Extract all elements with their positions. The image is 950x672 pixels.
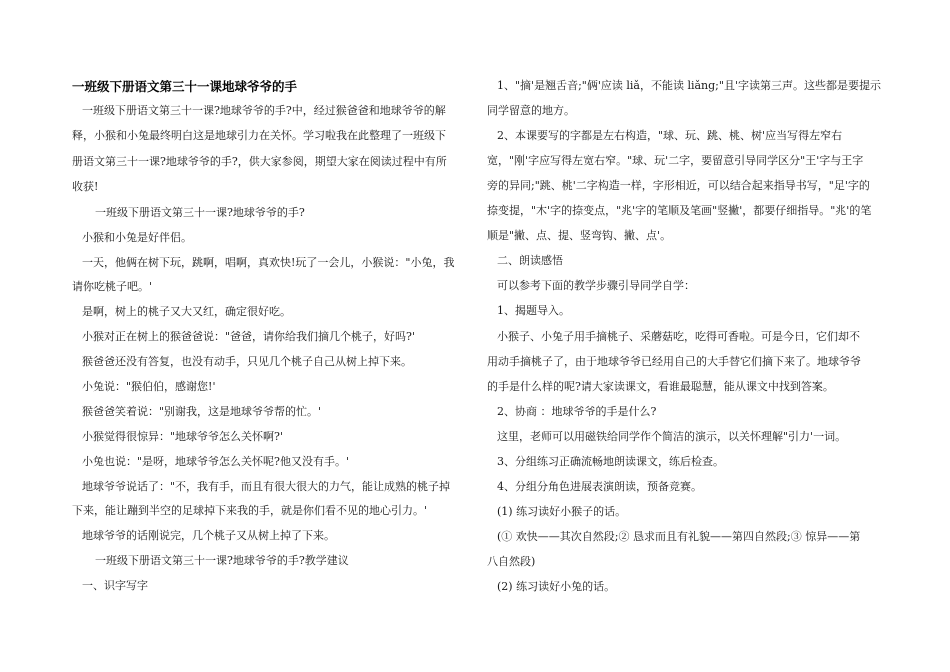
- right-line-11: 用动手摘桃子了，由于地球爷爷已经用自己的大手替它们摘下来了。地球爷爷: [487, 355, 861, 368]
- left-line-11: 小兔说："猴伯伯，感谢您!': [82, 380, 216, 393]
- left-line-9: 小猴对正在树上的猴爸爸说："爸爸，请你给我们摘几个桃子，好吗?': [82, 330, 415, 343]
- right-line-12: 的手是什么样的呢?请大家读课文，看谁最聪慧，能从课文中找到答案。: [487, 380, 834, 393]
- left-line-19: 一、识字写字: [82, 579, 148, 592]
- left-line-2: 册语文第三十一课?地球爷爷的手?，供大家参阅，期望大家在阅读过程中有所: [72, 155, 447, 168]
- left-line-15: 地球爷爷说话了："不，我有手，而且有很大很大的力气，能让成熟的桃子掉: [82, 480, 451, 493]
- right-line-20: (2) 练习读好小兔的话。: [497, 580, 616, 593]
- right-line-7: 二、朗读感悟: [497, 254, 563, 267]
- right-line-15: 3、分组练习正确流畅地朗读课文，练后检查。: [497, 455, 724, 468]
- right-line-1: 同学留意的地方。: [487, 104, 575, 117]
- right-line-6: 顺是"撇、点、提、竖弯钩、撇、点'。: [487, 229, 672, 242]
- right-line-10: 小猴子、小兔子用手摘桃子、采蘑菇吃，吃得可香啦。可是今日，它们却不: [497, 330, 860, 343]
- right-line-14: 这里，老师可以用磁铁给同学作个简洁的演示，以关怀理解"引力'一词。: [497, 430, 847, 443]
- left-line-3: 收获!: [72, 180, 99, 193]
- right-line-9: 1、揭题导入。: [497, 304, 570, 317]
- right-line-3: 宽，"刚'字应写得左宽右窄。"球、玩'二字，要留意引导同学区分"王'字与王字: [487, 154, 864, 167]
- left-line-4: 一班级下册语文第三十一课?地球爷爷的手?: [95, 206, 305, 219]
- left-line-16: 下来，能让蹦到半空的足球掉下来我的手，就是你们看不见的地心引力。': [72, 504, 428, 517]
- left-line-13: 小猴觉得很惊异："地球爷爷怎么关怀啊?': [82, 430, 283, 443]
- left-line-18: 一班级下册语文第三十一课?地球爷爷的手?教学建议: [95, 554, 349, 567]
- right-line-17: (1) 练习读好小猴子的话。: [497, 505, 627, 518]
- left-line-14: 小兔也说："是呀，地球爷爷怎么关怀呢?他又没有手。': [82, 455, 349, 468]
- right-line-0: 1、"摘'是翘舌音;"俩'应读 liǎ，不能读 liǎng;"且'字读第三声。这些都是要提示: [497, 79, 881, 92]
- left-line-12: 猴爸爸笑着说："别谢我，这是地球爷爷帮的忙。': [82, 405, 322, 418]
- right-line-18: (① 欢快——其次自然段;② 恳求而且有礼貌——第四自然段;③ 惊异——第: [497, 530, 861, 543]
- left-line-0: 一班级下册语文第三十一课?地球爷爷的手?中，经过猴爸爸和地球爷爷的解: [82, 104, 446, 117]
- left-line-1: 释，小猴和小兔最终明白这是地球引力在关怀。学习啦我在此整理了一班级下: [72, 129, 446, 142]
- right-line-5: 捺变提，"木'字的捺变点，"兆'字的笔顺及笔画"竖撇'，都要仔细指导。"兆'的笔: [487, 204, 872, 217]
- left-line-7: 请你吃桃子吧。': [72, 280, 153, 293]
- right-line-13: 2、协商 ：地球爷爷的手是什么?: [497, 405, 657, 418]
- left-line-10: 猴爸爸还没有答复，也没有动手，只见几个桃子自己从树上掉下来。: [82, 355, 412, 368]
- left-line-6: 一天，他俩在树下玩，跳啊，唱啊，真欢快!玩了一会儿，小猴说："小兔，我: [82, 256, 455, 269]
- right-line-4: 旁的异同;"跳、桃'二字构造一样，字形相近，可以结合起来指导书写，"足'字的: [487, 179, 870, 192]
- right-line-2: 2、本课要写的字都是左右构造，"球、玩、跳、桃、树'应当写得左窄右: [497, 129, 843, 142]
- right-line-16: 4、分组分角色进展表演朗读，预备竞赛。: [497, 480, 702, 493]
- left-line-5: 小猴和小兔是好伴侣。: [82, 231, 192, 244]
- left-line-17: 地球爷爷的话刚说完，几个桃子又从树上掉了下来。: [82, 529, 335, 542]
- document-title: 一班级下册语文第三十一课地球爷爷的手: [72, 79, 298, 94]
- right-line-19: 八自然段): [487, 555, 536, 568]
- left-line-8: 是啊，树上的桃子又大又红，确定很好吃。: [82, 305, 291, 318]
- right-line-8: 可以参考下面的教学步骤引导同学自学：: [497, 279, 695, 292]
